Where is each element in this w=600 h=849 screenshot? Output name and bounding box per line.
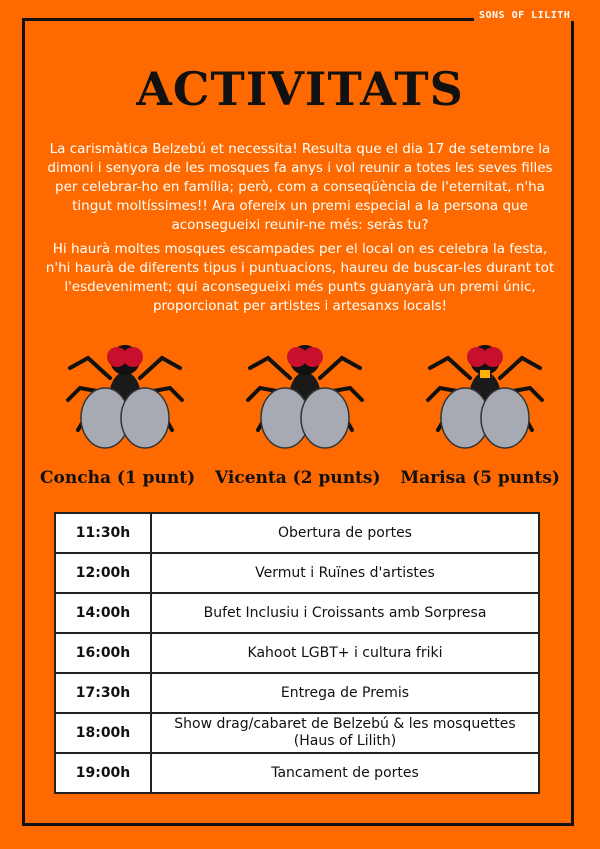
table-row — [55, 633, 539, 673]
fly-labels — [40, 468, 560, 488]
table-row — [55, 673, 539, 713]
schedule-activity: Entrega de Premis — [151, 673, 539, 713]
fly-icon — [60, 338, 190, 458]
schedule-time: 11:30h — [55, 513, 151, 553]
table-row — [55, 713, 539, 753]
brand-label: SONS OF LILITH — [474, 10, 575, 21]
rules-paragraph: Hi haurà moltes mosques escampades per el local on es celebra la festa, n'hi haurà de diferents tipus i puntuacions, haureu de buscar-les durant tot l'esdeveniment; qui aconsegueixi més punts guanyarà un premi únic, proporcionat per artistes i artesanxs locals! — [45, 241, 555, 314]
schedule-activity: Vermut i Ruïnes d'artistes — [151, 553, 539, 593]
schedule-activity: Kahoot LGBT+ i cultura friki — [151, 633, 539, 673]
flies-row — [60, 338, 550, 458]
schedule-activity: Tancament de portes — [151, 753, 539, 793]
schedule-time: 14:00h — [55, 593, 151, 633]
fly-label-marisa: Marisa (5 punts) — [400, 468, 560, 488]
schedule-time: 18:00h — [55, 713, 151, 753]
schedule-activity: Show drag/cabaret de Belzebú & les mosquettes (Haus of Lilith) — [151, 713, 539, 753]
schedule-table — [54, 512, 540, 794]
schedule-time: 19:00h — [55, 753, 151, 793]
table-row — [55, 553, 539, 593]
schedule-time: 17:30h — [55, 673, 151, 713]
page-title: ACTIVITATS — [136, 62, 464, 116]
table-row — [55, 753, 539, 793]
schedule-time: 12:00h — [55, 553, 151, 593]
table-row — [55, 593, 539, 633]
schedule-time: 16:00h — [55, 633, 151, 673]
schedule-activity: Bufet Inclusiu i Croissants amb Sorpresa — [151, 593, 539, 633]
fly-icon — [420, 338, 550, 458]
table-row — [55, 513, 539, 553]
intro-paragraph: La carismàtica Belzebú et necessita! Resulta que el dia 17 de setembre la dimoni i senyora de les mosques fa anys i vol reunir a totes les seves filles per celebrar-ho en família; però, com a conseqüència de l'eternitat, n'ha tingut moltíssimes!! Ara ofereix un premi especial a la persona que aconsegueixi reunir-ne més: seràs tu? — [47, 141, 553, 233]
fly-icon — [240, 338, 370, 458]
fly-label-vicenta: Vicenta (2 punts) — [215, 468, 381, 488]
schedule-activity: Obertura de portes — [151, 513, 539, 553]
fly-label-concha: Concha (1 punt) — [40, 468, 196, 488]
